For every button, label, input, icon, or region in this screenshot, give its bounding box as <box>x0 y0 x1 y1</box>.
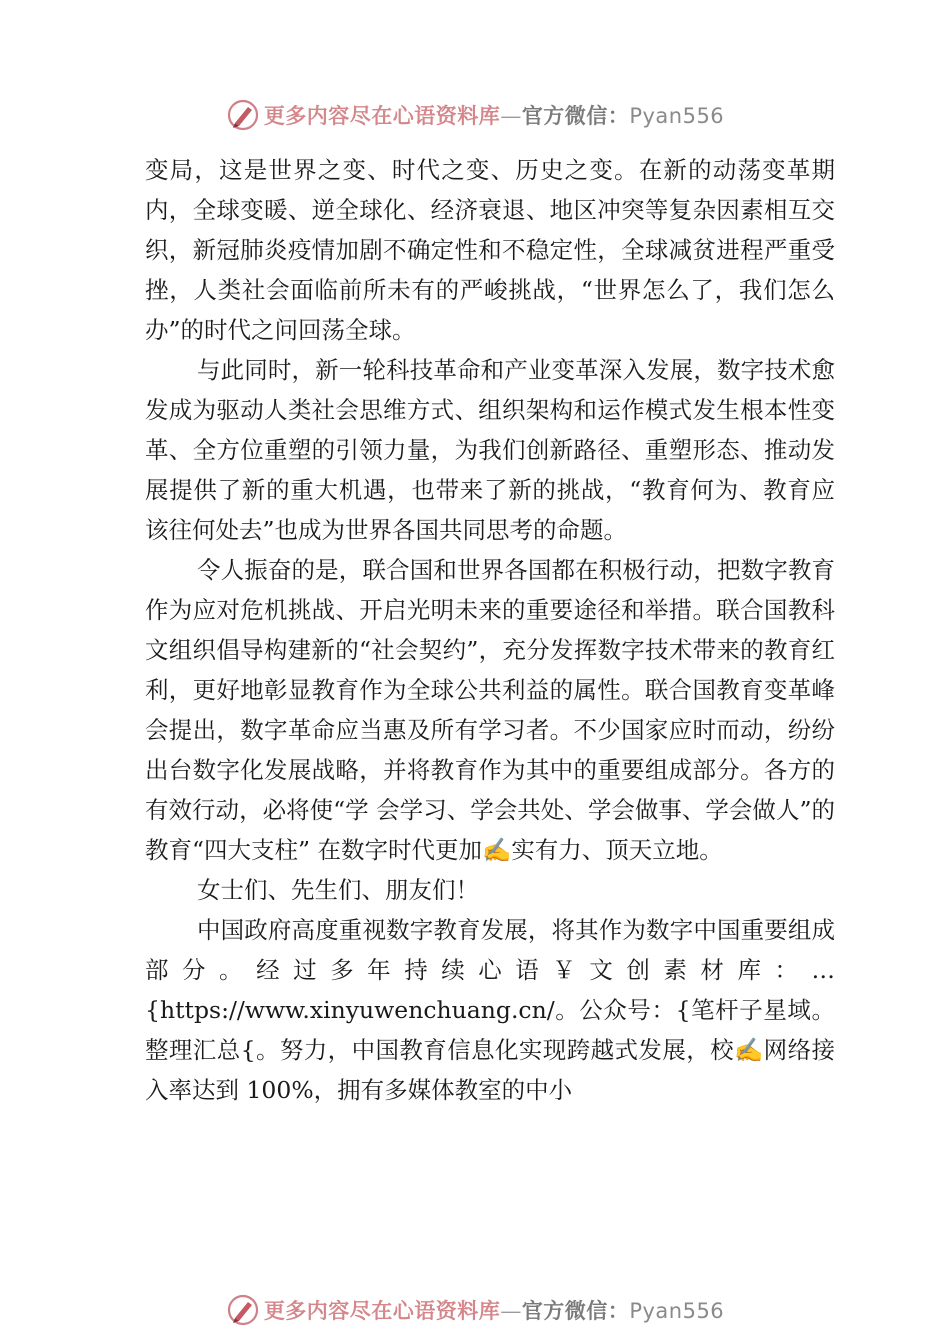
paragraph-5: 中国政府高度重视数字教育发展，将其作为数字中国重要组成部分。经过多年持续心语￥文创素材库：…{https://www.xinyuwenchuang.cn/。公众号：{笔杆子星域。整理汇总{。努力，中国教育信息化实现跨越式发展，校✍网络接入率达到 100%，拥有多媒体教室的中小 <box>145 916 835 1104</box>
footer-official: 官方微信： <box>521 1298 630 1323</box>
header-official: 官方微信： <box>521 103 630 128</box>
footer-banner <box>0 1290 950 1330</box>
header-dash: — <box>500 104 522 128</box>
paragraph-1: 变局，这是世界之变、时代之变、历史之变。在新的动荡变革期内，全球变暖、逆全球化、经济衰退、地区冲突等复杂因素相互交织，新冠肺炎疫情加剧不确定性和不稳定性，全球减贫进程严重受挫，人类社会面临前所未有的严峻挑战，“世界怎么了，我们怎么办”的时代之问回荡全球。 <box>145 156 835 344</box>
paragraph-3: 令人振奋的是，联合国和世界各国都在积极行动，把数字教育作为应对危机挑战、开启光明未来的重要途径和举措。联合国教科文组织倡导构建新的“社会契约”，充分发挥数字技术带来的教育红利，更好地彰显教育作为全球公共利益的属性。联合国教育变革峰会提出，数字革命应当惠及所有学习者。不少国家应时而动，纷纷出台数字化发展战略，并将教育作为其中的重要组成部分。各方的有效行动，必将使“学 会学习、学会共处、学会做事、学会做人”的教育“四大支柱” 在数字时代更加✍实有力、顶天立地。 <box>145 556 835 864</box>
footer-dash: — <box>500 1299 522 1323</box>
pen-logo-icon <box>226 98 260 132</box>
header-text <box>264 100 724 130</box>
paragraph-4: 女士们、先生们、朋友们！ <box>197 876 479 904</box>
footer-brand: 更多内容尽在心语资料库 <box>263 1298 501 1323</box>
header-brand: 更多内容尽在心语资料库 <box>263 103 501 128</box>
footer-text <box>264 1295 724 1325</box>
document-body <box>145 150 835 1110</box>
paragraph-2: 与此同时，新一轮科技革命和产业变革深入发展，数字技术愈发成为驱动人类社会思维方式、组织架构和运作模式发生根本性变革、全方位重塑的引领力量，为我们创新路径、重塑形态、推动发展提供了新的重大机遇，也带来了新的挑战，“教育何为、教育应该往何处去”也成为世界各国共同思考的命题。 <box>145 356 835 544</box>
header-banner <box>0 95 950 135</box>
header-wechat-id: Pyan556 <box>629 104 725 128</box>
footer-wechat-id: Pyan556 <box>629 1299 725 1323</box>
pen-logo-icon <box>226 1293 260 1327</box>
